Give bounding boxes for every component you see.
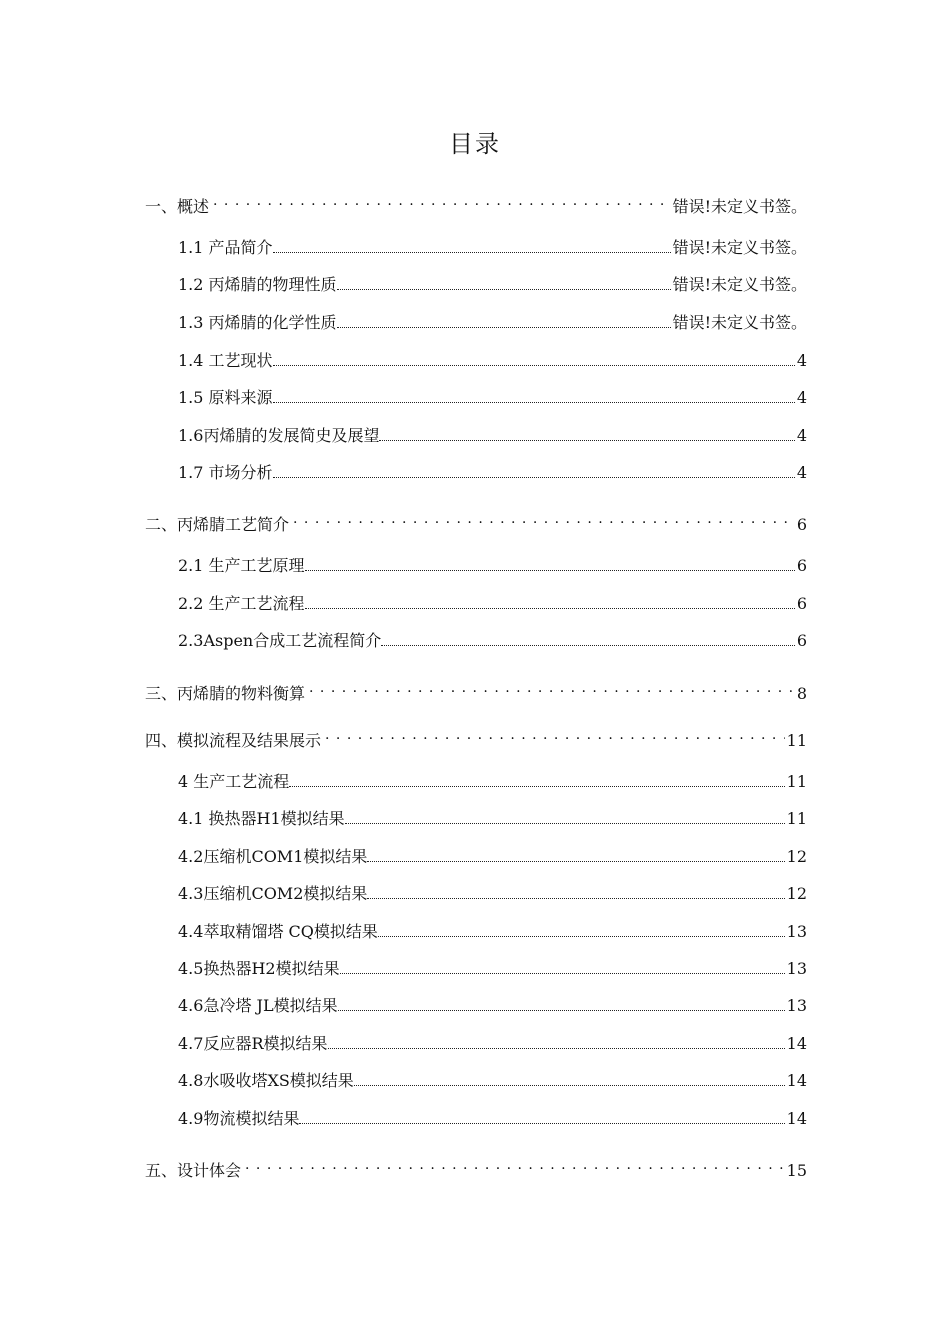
toc-leader-dots xyxy=(273,388,795,403)
toc-entry-chapter-4[interactable] xyxy=(145,724,807,750)
toc-entry-2-2[interactable] xyxy=(178,593,807,615)
toc-entry-page: 11 xyxy=(786,772,807,791)
toc-entry-1-1[interactable] xyxy=(178,237,807,259)
toc-entry-label: 4.4萃取精馏塔 CQ模拟结果 xyxy=(178,922,378,941)
toc-leader-dots xyxy=(337,313,671,328)
toc-leader-dots xyxy=(379,426,794,441)
toc-leader-dots xyxy=(381,631,795,646)
toc-entry-label: 4.9物流模拟结果 xyxy=(178,1109,300,1128)
toc-entry-chapter-5[interactable] xyxy=(145,1154,807,1180)
toc-entry-4-4[interactable] xyxy=(178,921,807,943)
toc-entry-page: 13 xyxy=(786,996,807,1015)
toc-entry-page: 14 xyxy=(786,1071,807,1090)
toc-entry-page: 13 xyxy=(786,922,807,941)
toc-entry-1-2[interactable] xyxy=(178,274,807,296)
toc-leader-dots xyxy=(273,238,671,253)
toc-leader-dots xyxy=(340,959,785,974)
toc-entry-4[interactable] xyxy=(178,771,807,793)
toc-entry-page: 错误!未定义书签。 xyxy=(672,275,807,294)
toc-entry-label: 2.1 生产工艺原理 xyxy=(178,556,305,575)
toc-entry-4-5[interactable] xyxy=(178,958,807,980)
toc-entry-label: 1.5 原料来源 xyxy=(178,388,273,407)
toc-entry-4-2[interactable] xyxy=(178,846,807,868)
toc-entry-page: 4 xyxy=(796,351,807,370)
toc-entry-page: 4 xyxy=(796,463,807,482)
toc-entry-1-5[interactable] xyxy=(178,387,807,409)
toc-leader-dots xyxy=(367,847,784,862)
toc-entry-page: 4 xyxy=(796,426,807,445)
toc-leader-dots xyxy=(243,1154,785,1176)
toc-entry-label: 1.2 丙烯腈的物理性质 xyxy=(178,275,337,294)
toc-entry-4-6[interactable] xyxy=(178,995,807,1017)
toc-entry-label: 1.4 工艺现状 xyxy=(178,351,273,370)
toc-leader-dots xyxy=(337,275,671,290)
toc-entry-4-8[interactable] xyxy=(178,1070,807,1092)
toc-entry-page: 14 xyxy=(786,1034,807,1053)
toc-entry-2-1[interactable] xyxy=(178,555,807,577)
toc-entry-label: 2.3Aspen合成工艺流程简介 xyxy=(178,631,382,650)
toc-entry-1-6[interactable] xyxy=(178,425,807,447)
toc-leader-dots xyxy=(273,463,795,478)
toc-entry-page: 错误!未定义书签。 xyxy=(672,238,807,257)
toc-entry-1-3[interactable] xyxy=(178,312,807,334)
toc-entry-page: 错误!未定义书签。 xyxy=(672,197,807,216)
toc-leader-dots xyxy=(299,1109,784,1124)
toc-leader-dots xyxy=(211,190,671,212)
toc-entry-page: 6 xyxy=(796,556,807,575)
toc-entry-label: 4.7反应器R模拟结果 xyxy=(178,1034,328,1053)
toc-entry-4-3[interactable] xyxy=(178,883,807,905)
toc-entry-label: 4.1 换热器H1模拟结果 xyxy=(178,809,345,828)
toc-leader-dots xyxy=(291,508,795,530)
toc-entry-page: 13 xyxy=(786,959,807,978)
toc-entry-1-4[interactable] xyxy=(178,350,807,372)
toc-leader-dots xyxy=(323,724,785,746)
toc-leader-dots xyxy=(354,1071,785,1086)
toc-entry-page: 6 xyxy=(796,515,807,534)
toc-leader-dots xyxy=(367,884,784,899)
toc-entry-chapter-1[interactable] xyxy=(145,190,807,216)
toc-entry-label: 4.6急冷塔 JL模拟结果 xyxy=(178,996,338,1015)
toc-leader-dots xyxy=(338,996,785,1011)
toc-title: 目录 xyxy=(449,130,501,158)
toc-leader-dots xyxy=(328,1034,785,1049)
toc-entry-4-1[interactable] xyxy=(178,808,807,830)
toc-entry-page: 12 xyxy=(786,884,807,903)
toc-entry-page: 6 xyxy=(796,631,807,650)
toc-entry-label: 三、丙烯腈的物料衡算 xyxy=(145,684,306,703)
toc-entry-label: 1.1 产品简介 xyxy=(178,238,273,257)
toc-entry-4-7[interactable] xyxy=(178,1033,807,1055)
toc-entry-chapter-2[interactable] xyxy=(145,508,807,534)
toc-leader-dots xyxy=(289,772,784,787)
toc-entry-label: 1.6丙烯腈的发展简史及展望 xyxy=(178,426,380,445)
toc-leader-dots xyxy=(305,556,795,571)
toc-entry-label: 4 生产工艺流程 xyxy=(178,772,290,791)
toc-entry-page: 错误!未定义书签。 xyxy=(672,313,807,332)
toc-entry-page: 6 xyxy=(796,594,807,613)
toc-entry-label: 一、概述 xyxy=(145,197,210,216)
toc-entry-4-9[interactable] xyxy=(178,1108,807,1130)
toc-entry-chapter-3[interactable] xyxy=(145,677,807,703)
toc-entry-page: 8 xyxy=(796,684,807,703)
toc-leader-dots xyxy=(345,809,785,824)
toc-entry-page: 14 xyxy=(786,1109,807,1128)
toc-leader-dots xyxy=(273,351,795,366)
toc-entry-page: 11 xyxy=(786,731,807,750)
toc-entry-page: 11 xyxy=(786,809,807,828)
toc-entry-label: 五、设计体会 xyxy=(145,1161,242,1180)
toc-entry-label: 1.7 市场分析 xyxy=(178,463,273,482)
toc-entry-label: 四、模拟流程及结果展示 xyxy=(145,731,322,750)
toc-entry-page: 15 xyxy=(786,1161,807,1180)
toc-entry-label: 4.8水吸收塔XS模拟结果 xyxy=(178,1071,354,1090)
toc-entry-label: 二、丙烯腈工艺简介 xyxy=(145,515,290,534)
toc-entry-label: 4.5换热器H2模拟结果 xyxy=(178,959,340,978)
toc-entry-label: 1.3 丙烯腈的化学性质 xyxy=(178,313,337,332)
toc-entry-page: 12 xyxy=(786,847,807,866)
toc-entry-1-7[interactable] xyxy=(178,462,807,484)
toc-leader-dots xyxy=(305,594,795,609)
toc-entry-label: 4.3压缩机COM2模拟结果 xyxy=(178,884,368,903)
toc-entry-2-3[interactable] xyxy=(178,630,807,652)
toc-entry-page: 4 xyxy=(796,388,807,407)
toc-entry-label: 2.2 生产工艺流程 xyxy=(178,594,305,613)
toc-leader-dots xyxy=(307,677,795,699)
toc-leader-dots xyxy=(378,922,785,937)
toc-entry-label: 4.2压缩机COM1模拟结果 xyxy=(178,847,368,866)
